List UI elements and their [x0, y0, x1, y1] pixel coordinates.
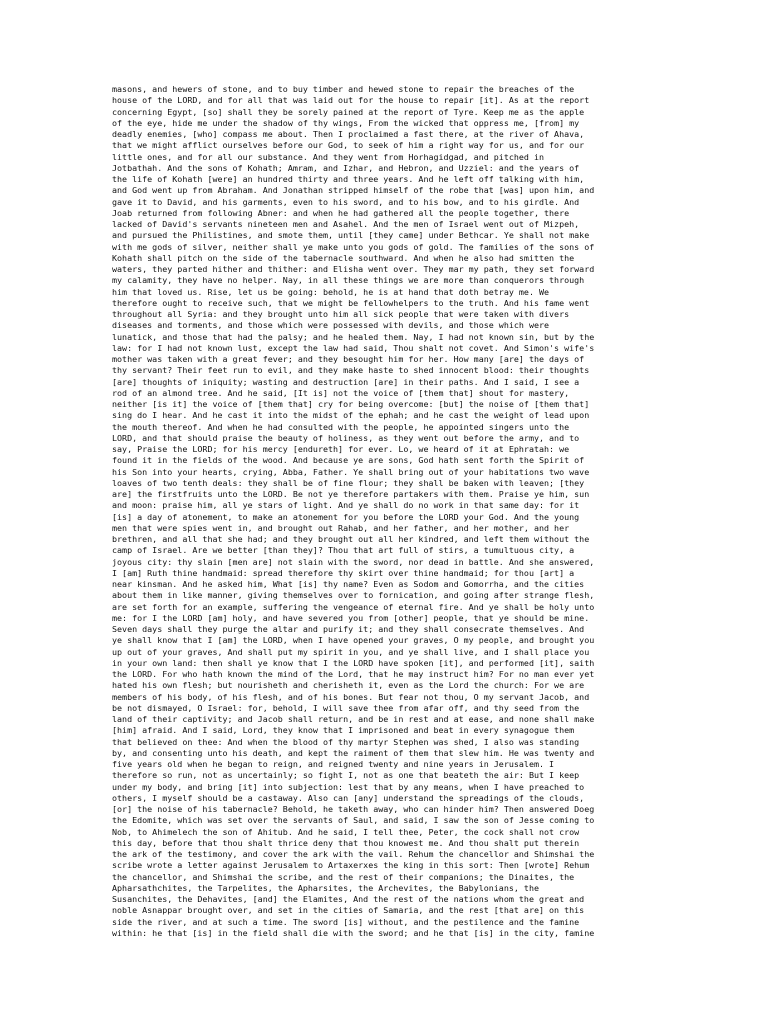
text-line: say, Praise the LORD; for his mercy [endureth] for ever. Lo, we heard of it at Ephratah: we — [112, 444, 570, 454]
text-line: lunatick, and those that had the palsy; and he healed them. Nay, I had not known sin, but by the — [112, 331, 595, 342]
text-line: hated his own flesh; but nourisheth and cherisheth it, even as the Lord the church: For we are — [112, 680, 585, 691]
text-line: be not dismayed, O Israel: for, behold, I will save thee from afar off, and thy seed from the — [112, 702, 580, 713]
text-line: and pursued the Philistines, and smote them, until [they came] under Bethcar. Ye shall not make — [112, 230, 590, 241]
text-line: neither [is it] the voice of [them that] cry for being overcome: [but] the noise of [them that] — [112, 399, 590, 409]
text-line: the LORD. For who hath known the mind of the Lord, that he may instruct him? For no man ever yet — [112, 669, 595, 679]
text-line: the mouth thereof. And when he had consulted with the people, he appointed singers unto the — [112, 421, 570, 432]
text-line: [him] afraid. And I said, Lord, they know that I imprisoned and beat in every synagogue them — [112, 725, 575, 736]
text-line: of the eye, hide me under the shadow of thy wings, From the wicked that oppress me, [from] my — [112, 117, 580, 128]
text-line: therefore ought to receive such, that we might be fellowhelpers to the truth. And his fame went — [112, 297, 590, 308]
text-line: the chancellor, and Shimshai the scribe, and the rest of their companions; the Dinaites, the — [112, 871, 575, 882]
text-line: Kohath shall pitch on the side of the tabernacle southward. And when he also had smitten the — [112, 252, 575, 263]
text-line: within: he that [is] in the field shall die with the sword; and he that [is] in the city, famine — [112, 927, 595, 938]
text-line: are set forth for an example, suffering the vengeance of eternal fire. And ye shall be holy unto — [112, 601, 595, 612]
text-line: concerning Egypt, [so] shall they be sorely pained at the report of Tyre. Keep me as the apple — [112, 106, 585, 117]
text-line: sing do I hear. And he cast it into the midst of the ephah; and he cast the weight of lead upon — [112, 410, 590, 421]
text-line: the life of Kohath [were] an hundred thirty and three years. And he left off talking with him, — [112, 174, 585, 184]
text-line: Joab returned from following Abner: and when he had gathered all the people together, there — [112, 207, 570, 218]
text-line: Seven days shall they purge the altar and purify it; and they shall consecrate themselves. And — [112, 624, 585, 634]
text-line: lacked of David's servants nineteen men and Asahel. And the men of Israel went out of Mizpeh, — [112, 219, 580, 229]
text-line: the ark of the testimony, and cover the ark with the vail. Rehum the chancellor and Shimshai the — [112, 849, 595, 859]
text-line: diseases and torments, and those which were possessed with devils, and those which were — [112, 320, 550, 331]
text-line: LORD, and that should praise the beauty of holiness, as they went out before the army, and to — [112, 432, 580, 443]
text-line: waters, they parted hither and thither: and Elisha went over. They mar my path, they set forward — [112, 264, 595, 274]
text-line: throughout all Syria: and they brought unto him all sick people that were taken with divers — [112, 309, 570, 319]
text-line: under my body, and bring [it] into subjection: lest that by any means, when I have preached to — [112, 781, 585, 792]
text-line: Susanchites, the Dehavites, [and] the Elamites, And the rest of the nations whom the great and — [112, 894, 585, 904]
text-line: by, and consenting unto his death, and kept the raiment of them that slew him. He was twenty and — [112, 747, 595, 758]
text-line: [or] the noise of his tabernacle? Behold, he taketh away, who can hinder him? Then answered Doeg — [112, 804, 595, 814]
text-line: his Son into your hearts, crying, Abba, Father. Ye shall bring out of your habitations two wave — [112, 466, 590, 477]
text-line: and moon: praise him, all ye stars of light. And ye shall do no work in that same day: for it — [112, 500, 580, 511]
text-line: gave it to David, and his garments, even to his sword, and to his bow, and to his girdle. And — [112, 196, 580, 207]
text-line: house of the LORD, and for all that was laid out for the house to repair [it]. As at the report — [112, 95, 590, 106]
text-line: me: for I the LORD [am] holy, and have severed you from [other] people, that ye should be mine. — [112, 612, 590, 623]
text-line: loaves of two tenth deals: they shall be of fine flour; they shall be baken with leaven; [they — [112, 477, 585, 488]
text-line: [are] thoughts of iniquity; wasting and destruction [are] in their paths. And I said, I see a — [112, 376, 580, 387]
text-line: about them in like manner, giving themselves over to fornication, and going after strange flesh, — [112, 590, 595, 601]
text-line: Apharsathchites, the Tarpelites, the Apharsites, the Archevites, the Babylonians, the — [112, 882, 539, 893]
text-line: Nob, to Ahimelech the son of Ahitub. And he said, I tell thee, Peter, the cock shall not crow — [112, 826, 580, 837]
text-line: land of their captivity; and Jacob shall return, and be in rest and at ease, and none shall make — [112, 714, 595, 724]
text-line: law: for I had not known lust, except the law had said, Thou shalt not covet. And Simon's wife's — [112, 342, 595, 353]
text-line: men that were spies went in, and brought out Rahab, and her father, and her mother, and her — [112, 522, 570, 533]
text-line: Jotbathah. And the sons of Kohath; Amram, and Izhar, and Hebron, and Uzziel: and the years of — [112, 162, 580, 173]
text-line: therefore so run, not as uncertainly; so fight I, not as one that beateth the air: But I keep — [112, 770, 580, 781]
text-line: noble Asnappar brought over, and set in the cities of Samaria, and the rest [that are] on this — [112, 905, 585, 916]
text-line: side the river, and at such a time. The sword [is] without, and the pestilence and the famine — [112, 916, 580, 927]
text-line: masons, and hewers of stone, and to buy timber and hewed stone to repair the breaches of the — [112, 84, 575, 94]
text-line: are] the firstfruits unto the LORD. Be not ye therefore partakers with them. Praise ye him, sun — [112, 489, 590, 499]
text-line: that we might afflict ourselves before our God, to seek of him a right way for us, and for our — [112, 140, 585, 151]
document-page — [112, 84, 660, 939]
text-line: scribe wrote a letter against Jerusalem to Artaxerxes the king in this sort: Then [wrote] Rehum — [112, 860, 590, 871]
text-line: found it in the fields of the wood. And because ye are sons, God hath sent forth the Spirit of — [112, 455, 585, 466]
text-line: this day, before that thou shalt thrice deny that thou knowest me. And thou shalt put therein — [112, 837, 580, 848]
text-line: rod of an almond tree. And he said, [It is] not the voice of [them that] shout for mastery, — [112, 387, 570, 398]
text-line: I [am] Ruth thine handmaid: spread therefore thy skirt over thine handmaid; for thou [art] a — [112, 567, 575, 578]
text-line: and God went up from Abraham. And Jonathan stripped himself of the robe that [was] upon him, and — [112, 185, 595, 196]
text-line: in your own land: then shall ye know that I the LORD have spoken [it], and performed [it], saith — [112, 657, 595, 668]
text-line: thy servant? Their feet run to evil, and they make haste to shed innocent blood: their thoughts — [112, 365, 590, 376]
text-line: ye shall know that I [am] the LORD, when I have opened your graves, O my people, and brought you — [112, 635, 595, 646]
text-line: deadly enemies, [who] compass me about. Then I proclaimed a fast there, at the river of Ahava, — [112, 129, 585, 139]
text-line: up out of your graves, And shall put my spirit in you, and ye shall live, and I shall place you — [112, 646, 590, 657]
text-line: him that loved us. Rise, let us be going: behold, he is at hand that doth betray me. We — [112, 286, 550, 297]
text-line: others, I myself should be a castaway. Also can [any] understand the spreadings of the clouds, — [112, 792, 585, 803]
text-line: members of his body, of his flesh, and of his bones. But fear not thou, O my servant Jacob, and — [112, 691, 590, 702]
text-line: brethren, and all that she had; and they brought out all her kindred, and left them without the — [112, 534, 590, 544]
text-line: near kinsman. And he asked him, What [is] thy name? Even as Sodom and Gomorrha, and the cities — [112, 579, 585, 589]
text-line: with me gods of silver, neither shall ye make unto you gods of gold. The families of the sons of — [112, 241, 595, 252]
text-line: [is] a day of atonement, to make an atonement for you before the LORD your God. And the young — [112, 511, 580, 522]
text-line: that believed on thee: And when the blood of thy martyr Stephen was shed, I also was standing — [112, 736, 580, 747]
text-line: the Edomite, which was set over the servants of Saul, and said, I saw the son of Jesse coming to — [112, 815, 595, 826]
text-line: my calamity, they have no helper. Nay, in all these things we are more than conquerors through — [112, 275, 585, 286]
text-line: mother was taken with a great fever; and they besought him for her. How many [are] the days of — [112, 354, 585, 364]
text-line: camp of Israel. Are we better [than they]? Thou that art full of stirs, a tumultuous city, a — [112, 545, 575, 556]
text-line: joyous city: thy slain [men are] not slain with the sword, nor dead in battle. And she answered, — [112, 556, 595, 567]
text-line: little ones, and for all our substance. And they went from Horhagidgad, and pitched in — [112, 151, 545, 162]
text-line: five years old when he began to reign, and reigned twenty and nine years in Jerusalem. I — [112, 759, 555, 769]
